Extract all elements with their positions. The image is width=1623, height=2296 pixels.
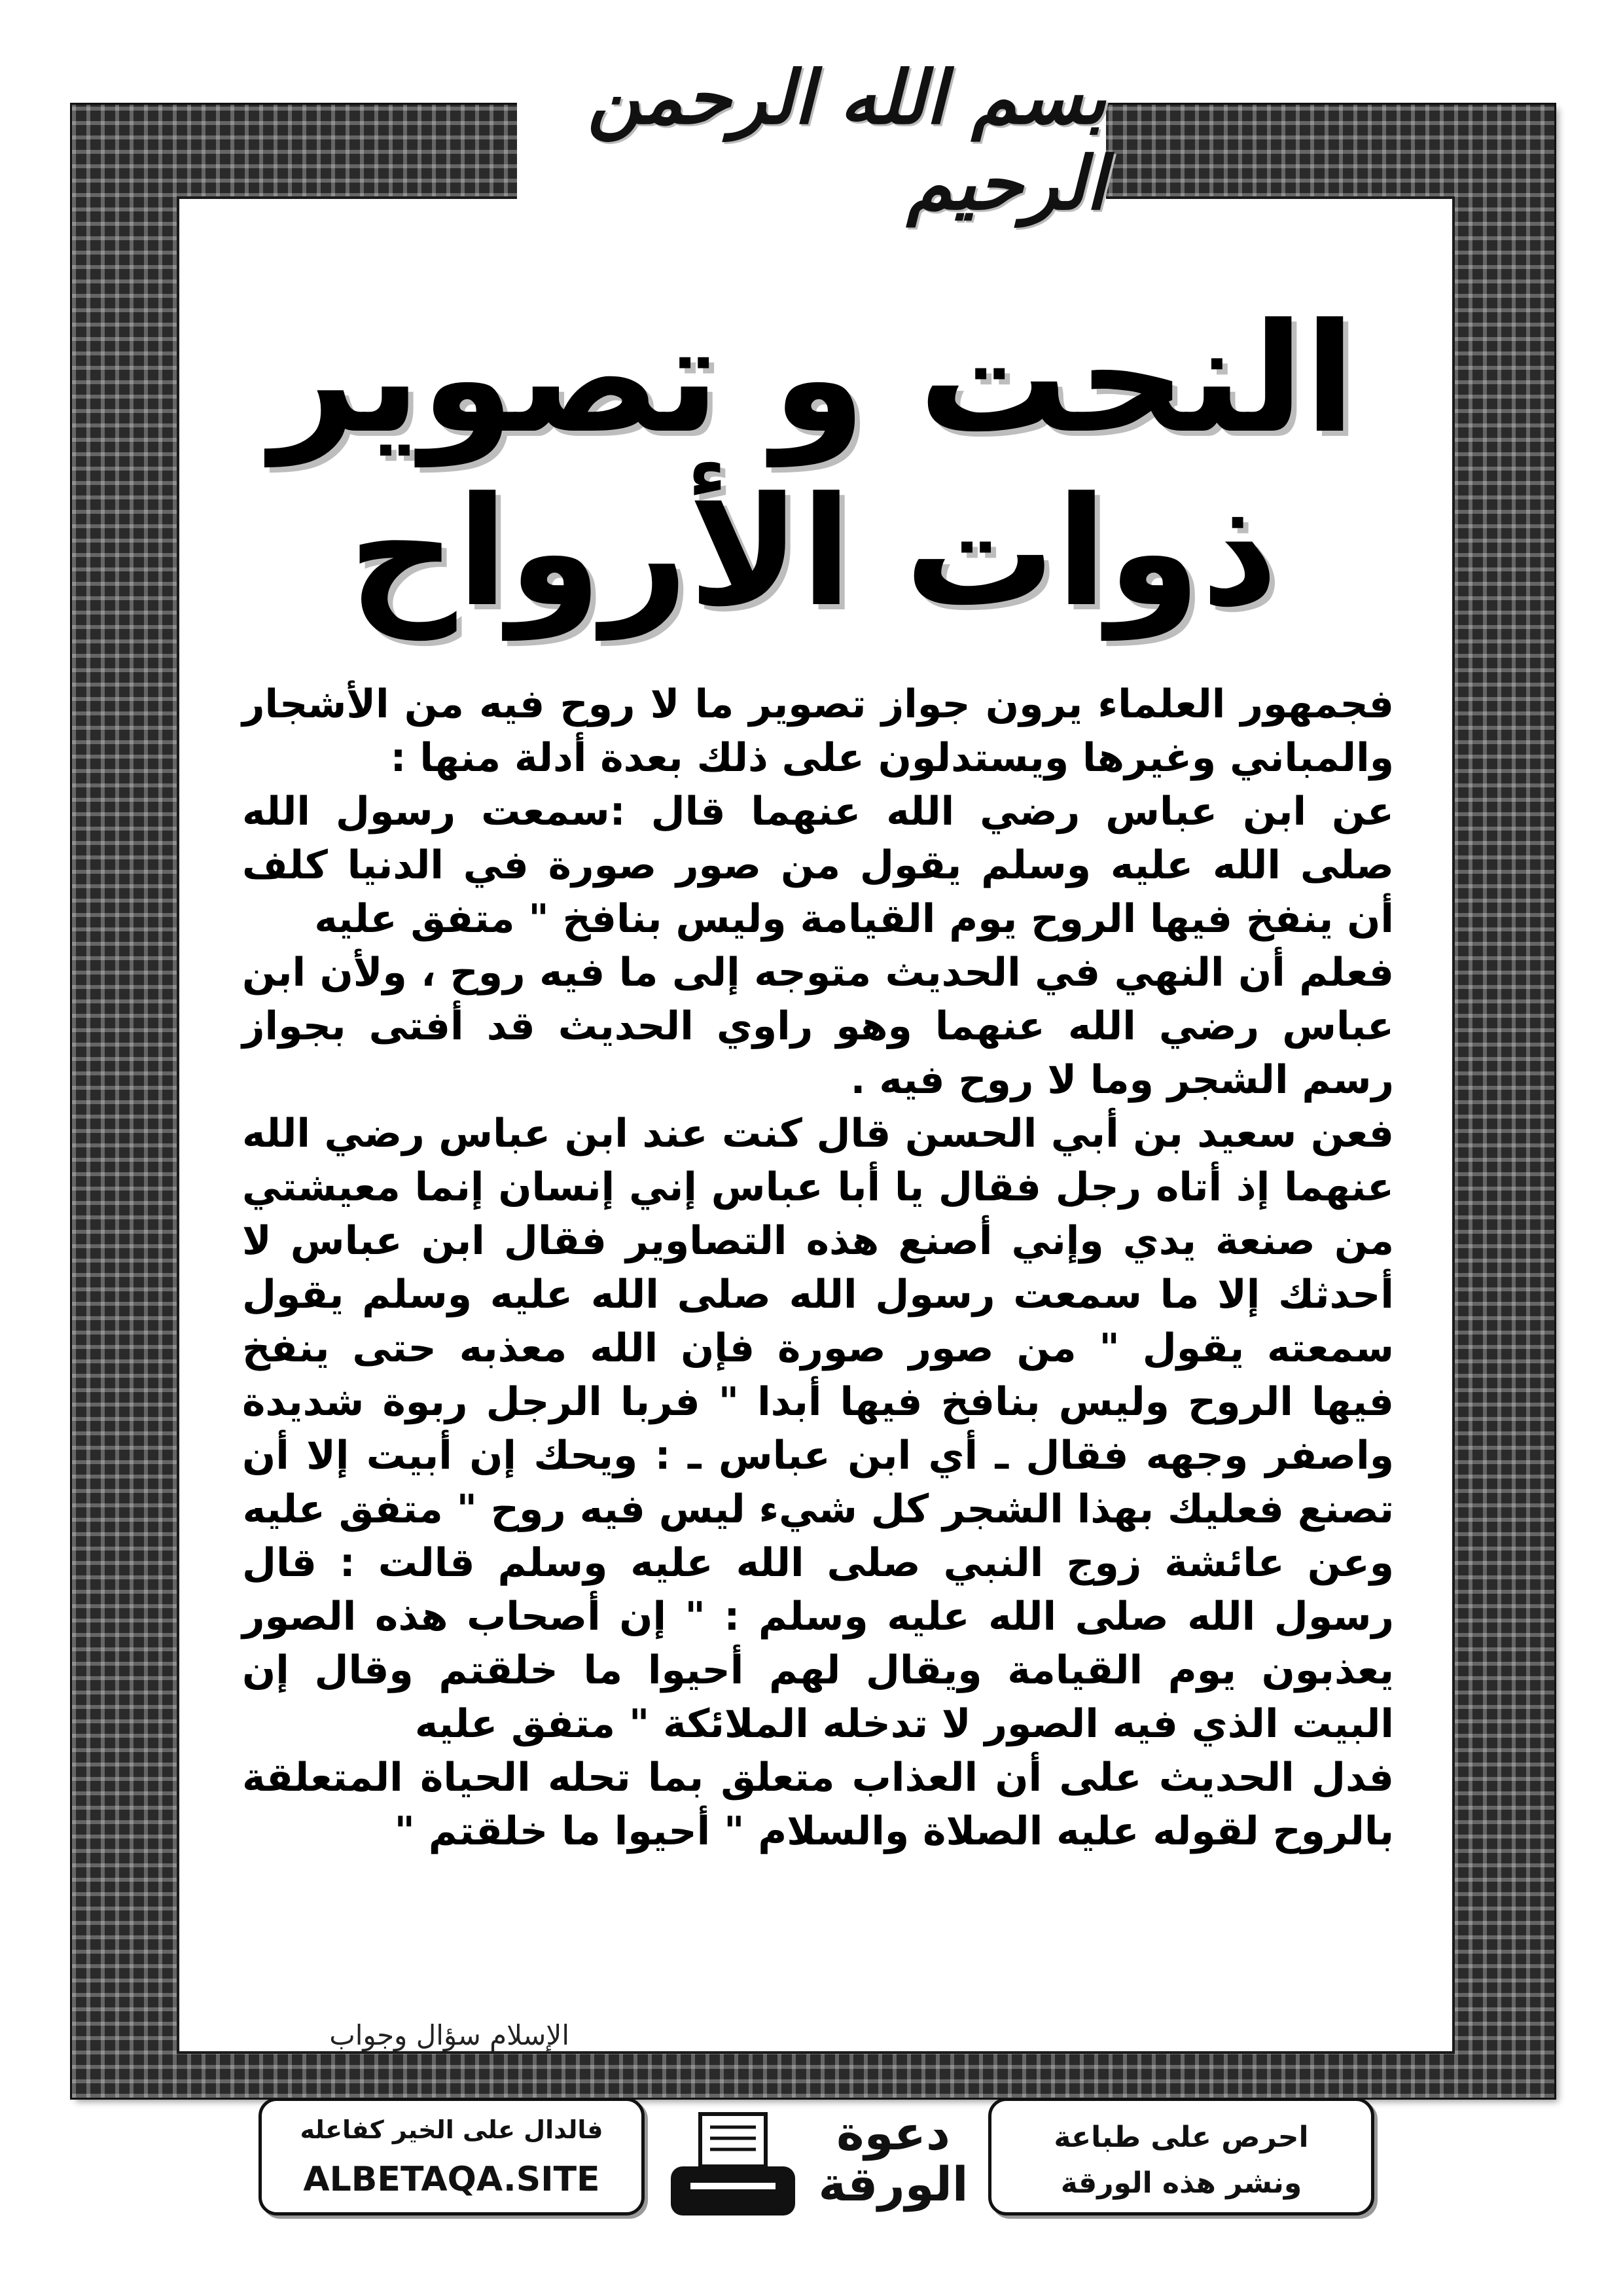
footer-bar	[259, 2098, 1371, 2225]
footer-print-text-2: ونشر هذه الورقة	[1060, 2166, 1302, 2200]
footer-website-link[interactable]: ALBETAQA.SITE	[303, 2160, 600, 2199]
footer-slogan: فالدال على الخير كفاعله	[300, 2115, 603, 2144]
page-title-line-1: النحت و تصوير	[270, 292, 1356, 467]
logo-text-top: دعوة	[836, 2105, 950, 2161]
source-credit: الإسلام سؤال وجواب	[329, 2019, 569, 2051]
paragraph: فدل الحديث على أن العذاب متعلق بما تحله الحياة المتعلقة بالروح لقوله عليه الصلاة والسلام " أحيوا ما خلقتم "	[242, 1755, 1394, 1854]
paragraph: فعن سعيد بن أبي الحسن قال كنت عند ابن عباس رضي الله عنهما إذ أتاه رجل فقال يا أبا عباس إني إنسان إنما معيشتي من صنعة يدي وإني أصنع هذه التصاوير فقال ابن عباس لا أحدثك إلا ما سمعت رسول الله صلى الله عليه وسلم يقول سمعته يقول " من صور صورة فإن الله معذبه حتى ينفخ فيها الروح وليس بنافخ فيها أبدا " فربا الرجل ربوة شديدة واصفر وجهه فقال ـ أي ابن عباس ـ : ويحك إن أبيت إلا أن تصنع فعليك بهذا الشجر كل شيء ليس فيه روح " متفق عليه	[242, 1111, 1394, 1532]
paragraph: عن ابن عباس رضي الله عنهما قال :سمعت رسول الله صلى الله عليه وسلم يقول من صور صورة في الدنيا كلف أن ينفخ فيها الروح يوم القيامة وليس بنافخ " متفق عليه	[242, 789, 1394, 942]
paragraph: فعلم أن النهي في الحديث متوجه إلى ما فيه روح ، ولأن ابن عباس رضي الله عنهما وهو راوي الحديث قد أفتى بجواز رسم الشجر وما لا روح فيه .	[242, 950, 1394, 1103]
footer-print-text-1: احرص على طباعة	[1054, 2121, 1309, 2154]
page-title-line-2: ذوات الأرواح	[348, 465, 1279, 640]
printer-icon	[664, 2111, 802, 2222]
footer-print-box	[988, 2098, 1374, 2215]
logo-text-bottom: الورقة	[818, 2156, 969, 2212]
paragraph: فجمهور العلماء يرون جواز تصوير ما لا روح فيه من الأشجار والمباني وغيرها ويستدلون على ذلك بعدة أدلة منها :	[242, 681, 1394, 781]
dawa-logo	[818, 2098, 969, 2219]
basmala-calligraphy: بسم الله الرحمن الرحيم	[517, 56, 1106, 226]
article-body	[242, 677, 1394, 1858]
footer-website-box	[259, 2098, 645, 2215]
paragraph: وعن عائشة زوج النبي صلى الله عليه وسلم قالت : قال رسول الله صلى الله عليه وسلم : " إن أصحاب هذه الصور يعذبون يوم القيامة ويقال لهم أحيوا ما خلقتم وقال إن البيت الذي فيه الصور لا تدخله الملائكة " متفق عليه	[242, 1540, 1394, 1747]
